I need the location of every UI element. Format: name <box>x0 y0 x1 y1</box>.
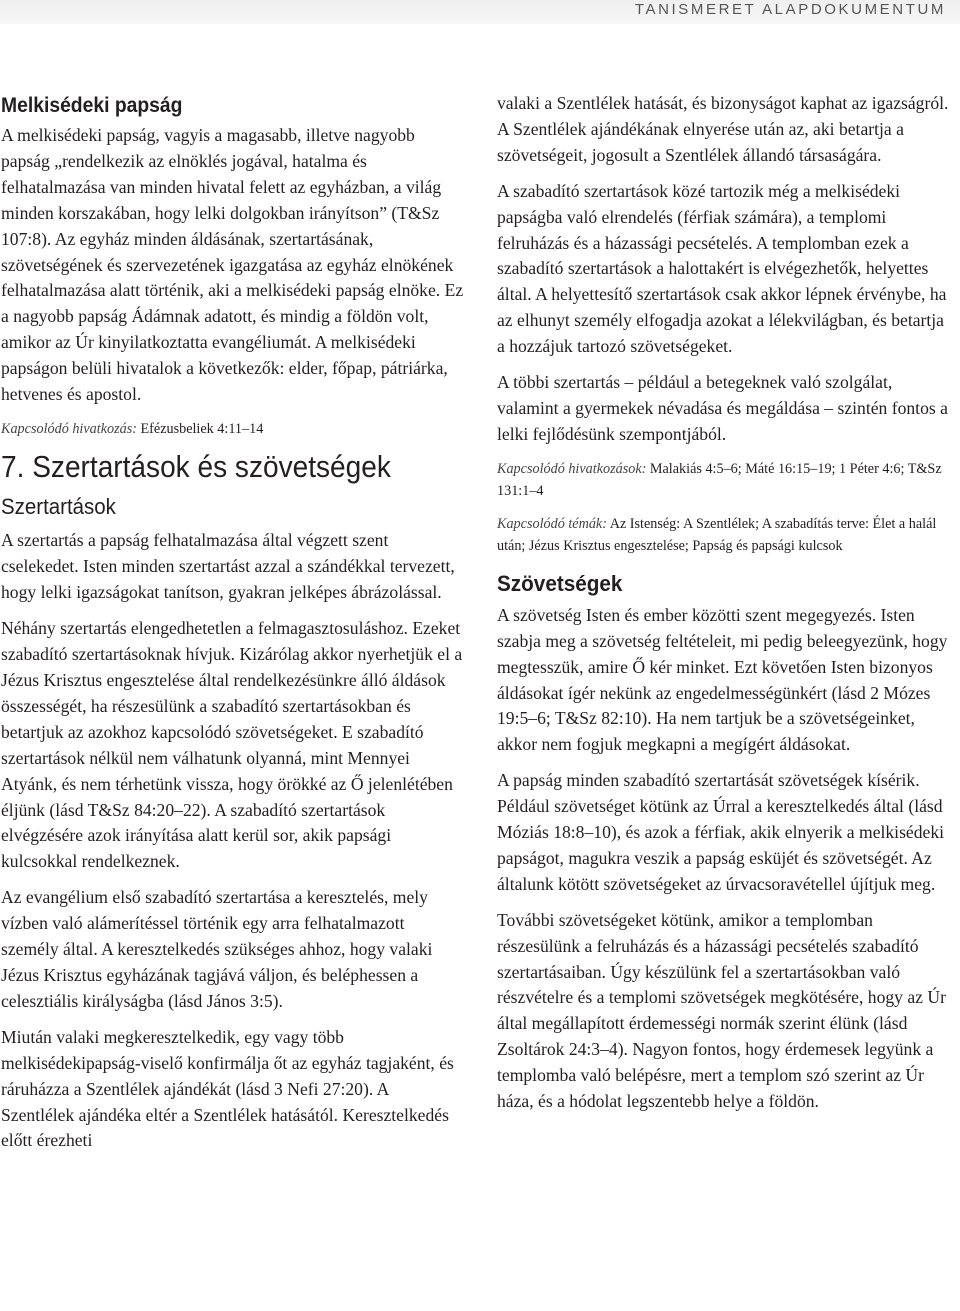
related-references <box>497 458 955 503</box>
paragraph: A papság minden szabadító szertartását szövetségek kísérik. Például szövetséget kötünk az Úrral a keresztelkedés által (lásd Móziás 18:8–10), és azok a férfiak, akik elnyerik a melkisédeki papságot, magukra veszik a papság esküjét és szövetségét. Az általunk kötött szövetségeket az úrvacsoravétellel újítjuk meg. <box>497 770 945 894</box>
section-title-covenants: Szövetségek <box>497 570 623 596</box>
chapter-title: 7. Szertartások és szövetségek <box>1 450 391 485</box>
left-column <box>1 88 465 1164</box>
subsection-title-ordinances: Szertartások <box>1 494 116 520</box>
reference-label: Kapcsolódó hivatkozások: <box>497 460 647 477</box>
section-title-melchizedek: Melkisédeki papság <box>1 94 183 117</box>
paragraph: A szertartás a papság felhatalmazása által végzett szent cselekedet. Isten minden szertartást azzal a szándékkal tervezett, hogy lelki igazságokat tanítson, gyakran jelképes ábrázolással. <box>1 530 455 603</box>
reference-text: Efézusbeliek 4:11–14 <box>136 420 264 437</box>
reference-text: Malakiás 4:5–6; Máté 16:15–19; 1 Péter 4:6; T&Sz 131:1–4 <box>497 460 942 500</box>
reference-label: Kapcsolódó hivatkozás: <box>1 420 137 437</box>
related-reference <box>1 418 465 441</box>
paragraph: Néhány szertartás elengedhetetlen a felmagasztosuláshoz. Ezeket szabadító szertartásoknak hívjuk. Kizárólag akkor nyerhetjük el a Jézus Krisztus engesztelése által rendelkezésünkre álló áldások összességét, ha részesülünk a szabadító szertartásokban és betartjuk az azokhoz kapcsolódó szövetségeket. E szabadító szertartások nélkül nem válhatunk olyanná, mint Mennyei Atyánk, és nem térhetünk vissza, hogy örökké az Ő jelenlétében éljünk (lásd T&Sz 84:20–22). A szabadító szertartások elvégzésére azok irányítása alatt kerül sor, akik papsági kulcsokkal rendelkeznek. <box>1 618 463 872</box>
topics-label: Kapcsolódó témák: <box>497 515 607 532</box>
paragraph: A szabadító szertartások közé tartozik még a melkisédeki papságba való elrendelés (férfiak számára), a templomi felruházás és a házassági pecsételés. A templomban ezek a szabadító szertartások a halottakért is elvégezhetők, helyettes által. A helyettesítő szertartások csak akkor lépnek érvénybe, ha az elhunyt személy elfogadja azokat a lélekvilágban, és betartja a hozzájuk tartozó szövetségeket. <box>497 180 947 357</box>
paragraph: A szövetség Isten és ember közötti szent megegyezés. Isten szabja meg a szövetség feltételeit, mi pedig beleegyezünk, hogy megtesszük, amire Ő kér minket. Ezt követően Isten bizonyos áldásokat ígér nekünk az engedelmességünkért (lásd 2 Mózes 19:5–6; T&Sz 82:10). Ha nem tartjuk be a szövetségeinket, akkor nem fogjuk megkapni a megígért áldásokat. <box>497 604 948 755</box>
running-header <box>0 0 960 30</box>
paragraph: A többi szertartás – például a betegeknek való szolgálat, valamint a gyermekek névadása és megáldása – szintén fontos a lelki fejlődésünk szempontjából. <box>497 372 948 444</box>
topics-text: Az Istenség: A Szentlélek; A szabadítás terve: Élet a halál után; Jézus Krisztus engesztelése; Papság és papsági kulcsok <box>497 515 937 555</box>
right-column <box>497 91 955 1125</box>
header-label: TANISMERET ALAPDOKUMENTUM <box>634 1 946 18</box>
paragraph: valaki a Szentlélek hatását, és bizonyságot kaphat az igazságról. A Szentlélek ajándékának elnyerése után az, aki betartja a szövetségeit, jogosult a Szentlélek állandó társaságára. <box>497 93 949 165</box>
paragraph: Miután valaki megkeresztelkedik, egy vagy több melkisédekipapság-viselő konfirmálja őt az egyház tagjaként, és ráruházza a Szentlélek ajándékát (lásd 3 Nefi 27:20). A Szentlélek ajándéka eltér a Szentlélek hatásától. Keresztelkedés előtt érezheti <box>1 1026 454 1151</box>
paragraph: A melkisédeki papság, vagyis a magasabb, illetve nagyobb papság „rendelkezik az elnöklés jogával, hatalma és felhatalmazása van minden hivatal felett az egyházban, a világ minden korszakában, hogy lelki dolgokban irányítson” (T&Sz 107:8). Az egyház minden áldásának, szertartásának, szövetségének és szervezetének igazgatása az egyház elnökének felhatalmazása alatt történik, aki a melkisédeki papság elnöke. Ez a nagyobb papság Ádámnak adatott, és mindig a földön volt, amikor az Úr kinyilatkoztatta evangéliumát. A melkisédeki papságon belüli hivatalok a következők: elder, főpap, pátriárka, hetvenes és apostol. <box>1 125 464 405</box>
related-topics <box>497 513 955 558</box>
paragraph: Az evangélium első szabadító szertartása a keresztelés, mely vízben való alámerítéssel történik egy arra felhatalmazott személy által. A keresztelkedés szükséges ahhoz, hogy valaki Jézus Krisztus egyházának tagjává váljon, és beléphessen a celesztiális királyságba (lásd János 3:5). <box>1 887 433 1011</box>
paragraph: További szövetségeket kötünk, amikor a templomban részesülünk a felruházás és a házassági pecsételés szabadító szertartásaiban. Úgy készülünk fel a szertartásokban való részvételre és a templomi szövetségek megkötésére, hogy az Úr által megállapított érdemességi normák szerint élünk (lásd Zsoltárok 24:3–4). Nagyon fontos, hogy érdemesek legyünk a templomba való belépésre, mert a templom szó szerint az Úr háza, és a hódolat legszentebb helye a földön. <box>497 909 946 1112</box>
